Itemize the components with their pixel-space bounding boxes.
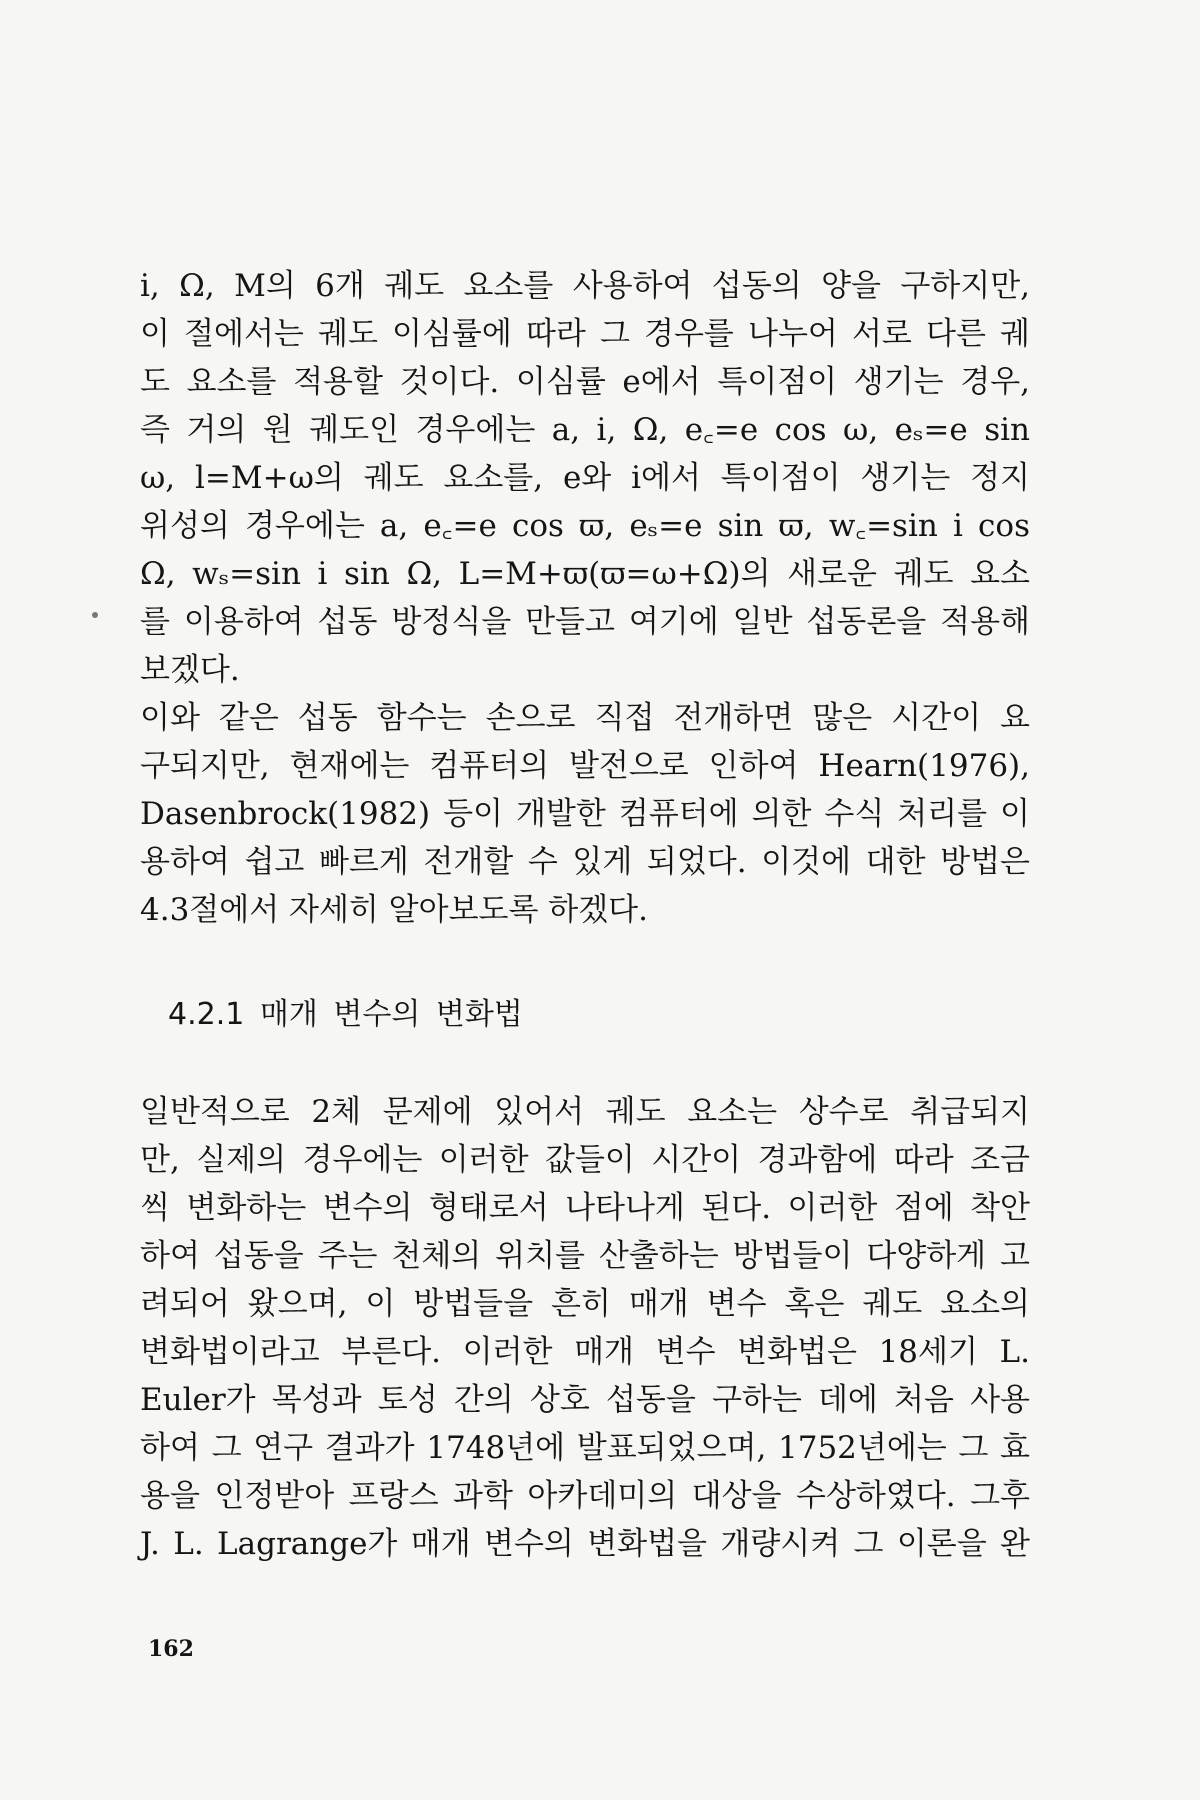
text-line: Ω, wₛ=sin i sin Ω, L=M+ϖ(ϖ=ω+Ω)의 새로운 궤도 요소 (140, 556, 1030, 592)
paragraph-2 (140, 694, 1030, 934)
paragraph-1 (140, 262, 1030, 694)
text-line: 씩 변화하는 변수의 형태로서 나타나게 된다. 이러한 점에 착안 (140, 1190, 1030, 1226)
text-line: Euler가 목성과 토성 간의 상호 섭동을 구하는 데에 처음 사용 (140, 1382, 1030, 1418)
text-line: 만, 실제의 경우에는 이러한 값들이 시간이 경과함에 따라 조금 (140, 1142, 1030, 1178)
text-line: ω, l=M+ω의 궤도 요소를, e와 i에서 특이점이 생기는 정지 (140, 460, 1030, 496)
text-line: 를 이용하여 섭동 방정식을 만들고 여기에 일반 섭동론을 적용해 (140, 604, 1030, 640)
text-line: 구되지만, 현재에는 컴퓨터의 발전으로 인하여 Hearn(1976), (140, 748, 1030, 784)
text-line: 용하여 쉽고 빠르게 전개할 수 있게 되었다. 이것에 대한 방법은 (140, 844, 1030, 880)
text-line: 이 절에서는 궤도 이심률에 따라 그 경우를 나누어 서로 다른 궤 (140, 316, 1030, 352)
margin-dot (92, 612, 98, 618)
text-line: 즉 거의 원 궤도인 경우에는 a, i, Ω, e꜀=e cos ω, eₛ=e sin (140, 412, 1030, 448)
page-number: 162 (148, 1636, 194, 1662)
text-line: J. L. Lagrange가 매개 변수의 변화법을 개량시켜 그 이론을 완 (140, 1526, 1030, 1562)
text-line: 하여 그 연구 결과가 1748년에 발표되었으며, 1752년에는 그 효 (140, 1430, 1030, 1466)
text-line: 변화법이라고 부른다. 이러한 매개 변수 변화법은 18세기 L. (140, 1334, 1030, 1370)
section-heading-wrap (140, 934, 1030, 1088)
text-line: 일반적으로 2체 문제에 있어서 궤도 요소는 상수로 취급되지 (140, 1094, 1030, 1130)
text-line: i, Ω, M의 6개 궤도 요소를 사용하여 섭동의 양을 구하지만, (140, 268, 1030, 304)
text-line: 4.3절에서 자세히 알아보도록 하겠다. (140, 892, 648, 928)
section-heading: 4.2.1 매개 변수의 변화법 (168, 997, 523, 1032)
text-line: 도 요소를 적용할 것이다. 이심률 e에서 특이점이 생기는 경우, (140, 364, 1030, 400)
text-line: 용을 인정받아 프랑스 과학 아카데미의 대상을 수상하였다. 그후 (140, 1478, 1030, 1514)
body-text (140, 262, 1030, 1568)
text-line: 이와 같은 섭동 함수는 손으로 직접 전개하면 많은 시간이 요 (140, 700, 1030, 736)
text-line: 보겠다. (140, 652, 240, 688)
text-line: 려되어 왔으며, 이 방법들을 흔히 매개 변수 혹은 궤도 요소의 (140, 1286, 1030, 1322)
text-line: 하여 섭동을 주는 천체의 위치를 산출하는 방법들이 다양하게 고 (140, 1238, 1030, 1274)
text-line: Dasenbrock(1982) 등이 개발한 컴퓨터에 의한 수식 처리를 이 (140, 796, 1030, 832)
text-line: 위성의 경우에는 a, e꜀=e cos ϖ, eₛ=e sin ϖ, w꜀=sin i cos (140, 508, 1030, 544)
paragraph-3 (140, 1088, 1030, 1568)
